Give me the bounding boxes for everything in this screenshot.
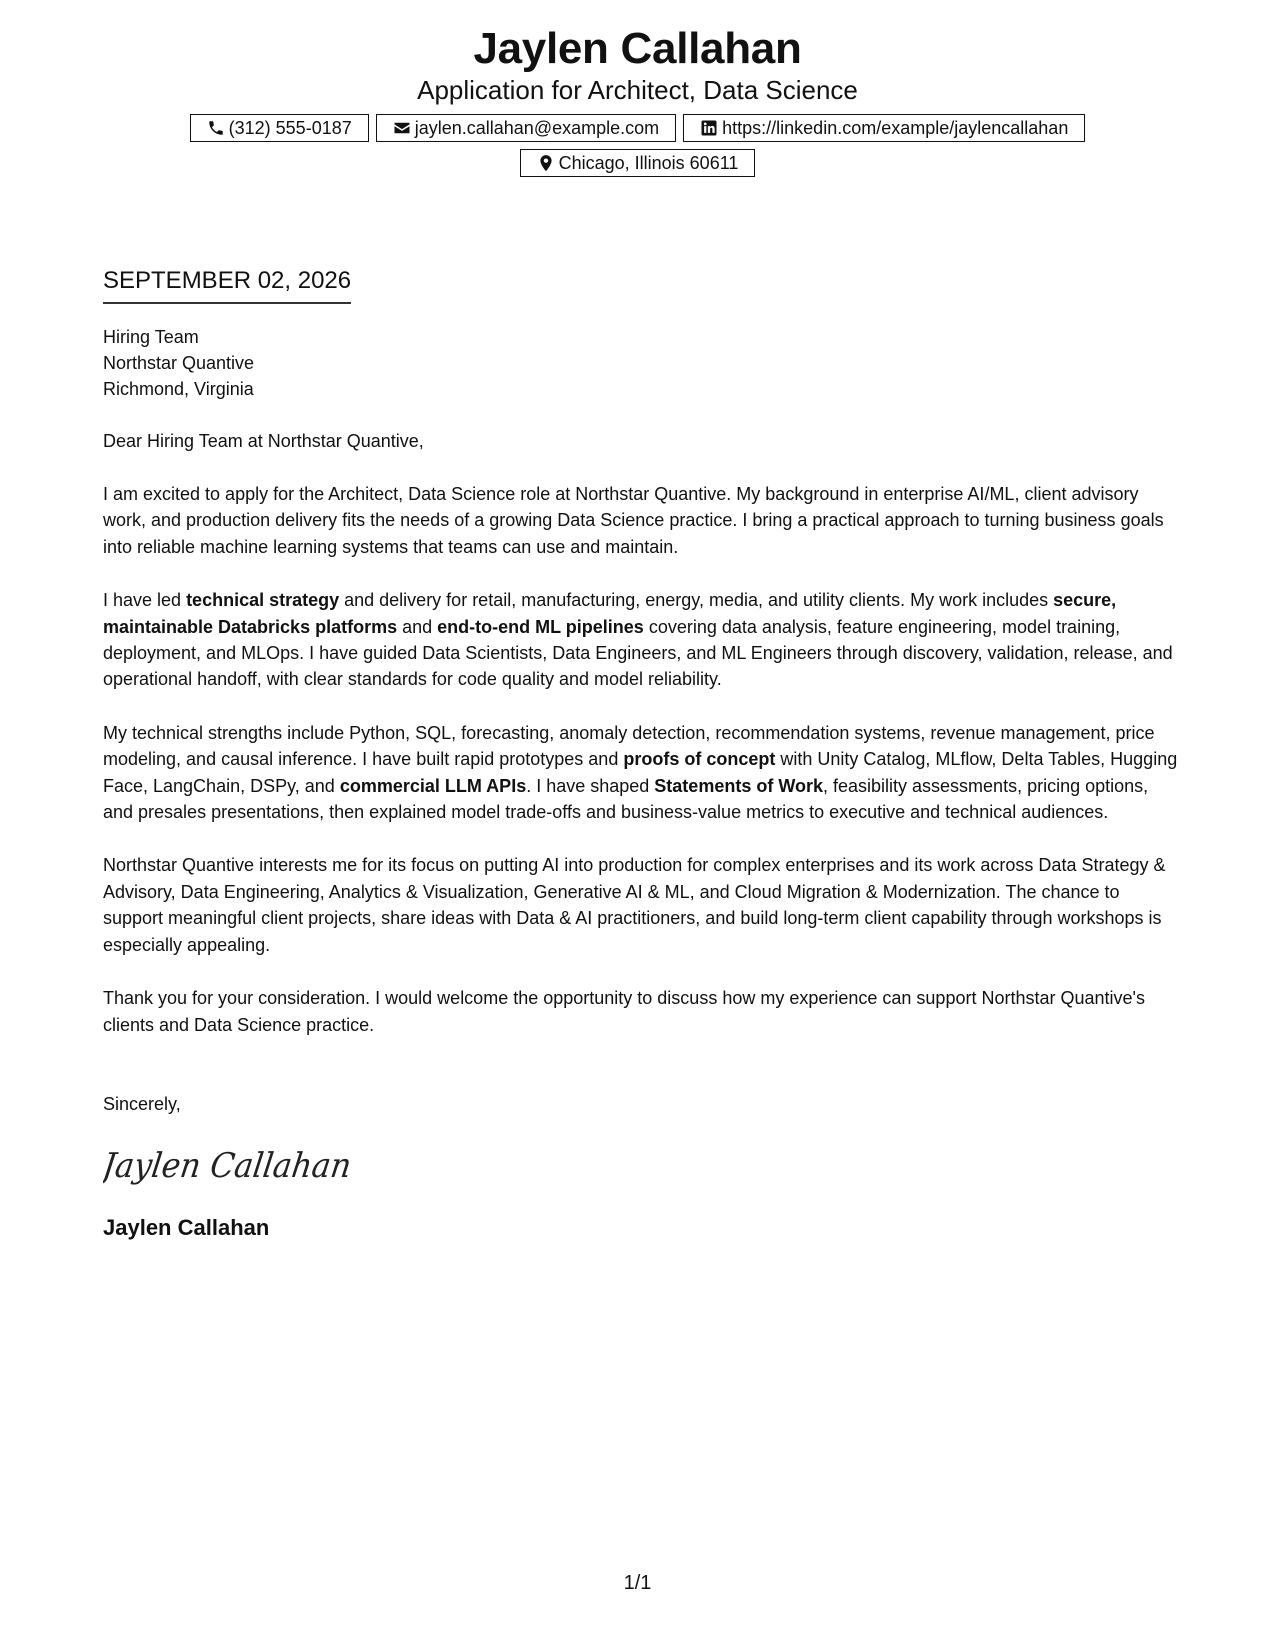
phone-icon	[207, 119, 225, 137]
body-paragraph	[103, 720, 1178, 826]
paragraph-text: and delivery for retail, manufacturing, energy, media, and utility clients. My work includes	[339, 590, 1054, 611]
recipient-line: Northstar Quantive	[103, 353, 255, 373]
location-chip	[520, 149, 756, 177]
location-text: Chicago, Illinois 60611	[558, 152, 739, 173]
body-paragraph	[103, 852, 1178, 958]
recipient-block	[103, 324, 1178, 402]
body-paragraph	[103, 481, 1178, 560]
recipient-line: Richmond, Virginia	[103, 379, 254, 399]
email-chip[interactable]	[376, 114, 676, 142]
body-paragraph	[103, 985, 1178, 1038]
paragraph-text: . I have shaped	[526, 775, 655, 796]
svg-text:Jaylen Callahan: Jaylen Callahan	[103, 1146, 363, 1186]
phone-chip	[190, 114, 369, 142]
letter-date: SEPTEMBER 02, 2026	[103, 266, 351, 304]
linkedin-chip[interactable]	[683, 114, 1085, 142]
body-paragraph	[103, 587, 1178, 693]
map-marker-icon	[537, 154, 555, 172]
email-text: jaylen.callahan@example.com	[414, 117, 660, 138]
letter-body	[103, 266, 1178, 1242]
applicant-name: Jaylen Callahan	[473, 24, 802, 73]
linkedin-icon	[700, 119, 718, 137]
signed-name: Jaylen Callahan	[103, 1214, 270, 1240]
paragraph-text: covering data analysis, feature engineering, model training, deployment, and MLOps. I have guided Data Scientists, Data Engineers, and ML Engineers through discovery, validation, release, and operational handoff, with clear standards for code quality and model reliability.	[103, 616, 1173, 690]
recipient-line: Hiring Team	[103, 327, 199, 347]
paragraph-text: and	[397, 616, 438, 637]
paragraph-text: Thank you for your consideration. I would welcome the opportunity to discuss how my experience can support Northstar Quantive's clients and Data Science practice.	[103, 988, 1145, 1035]
salutation: Dear Hiring Team at Northstar Quantive,	[103, 431, 424, 451]
contact-row-location	[0, 149, 1275, 177]
paragraph-text: Northstar Quantive interests me for its focus on putting AI into production for complex enterprises and its work across Data Strategy & Advisory, Data Engineering, Analytics & Visualization, Generative AI & ML, and Cloud Migration & Modernization. The chance to support meaningful client projects, share ideas with Data & AI practitioners, and build long-term client capability through workshops is especially appealing.	[103, 855, 1166, 955]
letter-header	[0, 22, 1275, 177]
paragraph-text: I have led	[103, 590, 187, 611]
emphasis-text: commercial LLM APIs	[339, 775, 527, 796]
closing: Sincerely,	[103, 1093, 181, 1114]
page-number: 1/1	[623, 1572, 652, 1594]
envelope-icon	[393, 119, 411, 137]
paragraph-text: My technical strengths include Python, SQL, forecasting, anomaly detection, recommendation systems, revenue management, price modeling, and causal inference. I have built rapid prototypes and	[103, 722, 1155, 770]
emphasis-text: Statements of Work	[654, 775, 823, 796]
application-subtitle: Application for Architect, Data Science	[417, 75, 858, 105]
emphasis-text: end-to-end ML pipelines	[437, 616, 644, 637]
handwritten-signature	[103, 1137, 363, 1197]
emphasis-text: technical strategy	[186, 590, 340, 611]
paragraph-text: I am excited to apply for the Architect, Data Science role at Northstar Quantive. My background in enterprise AI/ML, client advisory work, and production delivery fits the needs of a growing Data Science practice. I bring a practical approach to turning business goals into reliable machine learning systems that teams can use and maintain.	[103, 484, 1164, 557]
emphasis-text: proofs of concept	[623, 749, 776, 770]
emphasis-text: secure, maintainable Databricks platforms	[103, 590, 1117, 637]
contact-row	[0, 114, 1275, 142]
phone-text: (312) 555-0187	[228, 117, 352, 138]
letter-paragraphs	[103, 481, 1178, 1038]
paragraph-text: with Unity Catalog, MLflow, Delta Tables, Hugging Face, LangChain, DSPy, and	[103, 749, 1178, 796]
paragraph-text: , feasibility assessments, pricing options, and presales presentations, then explained model trade-offs and business-value metrics to executive and technical audiences.	[103, 775, 1149, 823]
linkedin-text: https://linkedin.com/example/jaylencallahan	[722, 117, 1069, 138]
